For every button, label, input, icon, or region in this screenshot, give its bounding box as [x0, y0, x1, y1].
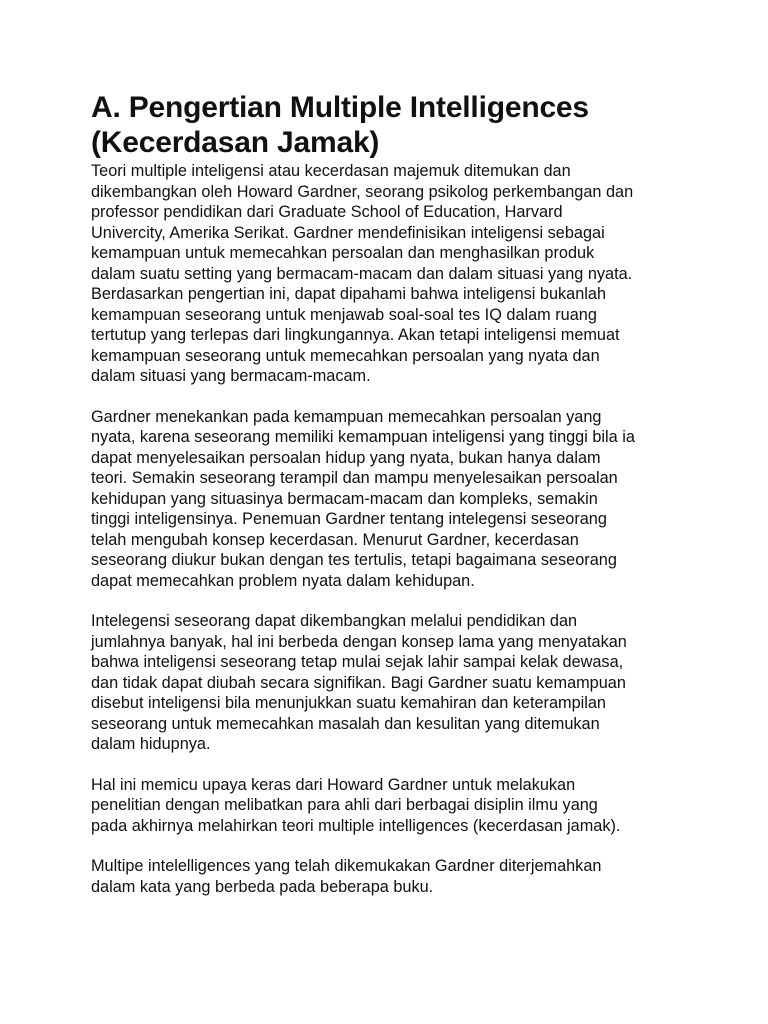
paragraph-line: Teori multiple inteligensi atau kecerdasan majemuk ditemukan dan — [91, 162, 571, 180]
paragraph-line: professor pendidikan dari Graduate School of Education, Harvard — [91, 203, 563, 221]
paragraph-line: Multipe intelelligences yang telah dikemukakan Gardner diterjemahkan — [91, 857, 602, 875]
paragraph-line: dalam kata yang berbeda pada beberapa buku. — [91, 877, 434, 896]
paragraph-line: dalam suatu setting yang bermacam-macam dan dalam situasi yang nyata. — [91, 264, 633, 283]
paragraph-line: disebut inteligensi bila menunjukkan suatu kemahiran dan keterampilan — [91, 694, 606, 712]
paragraph-line: Univercity, Amerika Serikat. Gardner mendefinisikan inteligensi sebagai — [91, 223, 605, 242]
paragraph-line: teori. Semakin seseorang terampil dan mampu menyelesaikan persoalan — [91, 469, 618, 487]
paragraph-line: pada akhirnya melahirkan teori multiple intelligences (kecerdasan jamak). — [91, 816, 621, 835]
paragraph-line: kemampuan seseorang untuk memecahkan persoalan yang nyata dan — [91, 346, 600, 365]
paragraph-line: seseorang diukur bukan dengan tes tertulis, tetapi bagaimana seseorang — [91, 551, 617, 569]
heading-line: A. Pengertian Multiple Intelligences — [91, 91, 589, 124]
paragraph-line: dapat menyelesaikan persoalan hidup yang nyata, bukan hanya dalam — [91, 448, 601, 467]
paragraph-line: Hal ini memicu upaya keras dari Howard Gardner untuk melakukan — [91, 775, 576, 794]
paragraph-line: tertutup yang terlepas dari lingkungannya. Akan tetapi inteligensi memuat — [91, 326, 620, 344]
body-paragraph — [91, 775, 691, 837]
paragraph-line: dalam hidupnya. — [91, 735, 211, 753]
paragraph-line: kehidupan yang situasinya bermacam-macam dan kompleks, semakin — [91, 489, 598, 508]
paragraph-line: nyata, karena seseorang memiliki kemampuan inteligensi yang tinggi bila ia — [91, 428, 635, 446]
body-paragraph — [91, 161, 691, 387]
paragraph-line: dan tidak dapat diubah secara signifikan. Bagi Gardner suatu kemampuan — [91, 673, 626, 692]
paragraph-line: telah mengubah konsep kecerdasan. Menurut Gardner, kecerdasan — [91, 530, 579, 549]
paragraph-line: kemampuan untuk memecahkan persoalan dan menghasilkan produk — [91, 244, 595, 262]
section-heading — [91, 90, 691, 160]
paragraph-line: tinggi inteligensinya. Penemuan Gardner tentang intelegensi seseorang — [91, 510, 607, 528]
paragraph-line: Intelegensi seseorang dapat dikembangkan melalui pendidikan dan — [91, 612, 578, 630]
body-paragraph — [91, 856, 691, 897]
paragraph-line: kemampuan seseorang untuk menjawab soal-soal tes IQ dalam ruang — [91, 305, 597, 324]
body-paragraph — [91, 611, 691, 755]
paragraph-line: bahwa inteligensi seseorang tetap mulai sejak lahir sampai kelak dewasa, — [91, 653, 624, 671]
heading-line: (Kecerdasan Jamak) — [91, 126, 380, 159]
paragraph-line: Berdasarkan pengertian ini, dapat dipahami bahwa inteligensi bukanlah — [91, 285, 607, 303]
document-page — [91, 90, 691, 897]
paragraph-line: jumlahnya banyak, hal ini berbeda dengan konsep lama yang menyatakan — [91, 632, 627, 651]
paragraph-line: dalam situasi yang bermacam-macam. — [91, 367, 371, 385]
paragraph-line: dikembangkan oleh Howard Gardner, seorang psikolog perkembangan dan — [91, 182, 634, 201]
paragraph-line: seseorang untuk memecahkan masalah dan kesulitan yang ditemukan — [91, 714, 600, 733]
paragraph-line: penelitian dengan melibatkan para ahli dari berbagai disiplin ilmu yang — [91, 796, 598, 814]
paragraph-line: Gardner menekankan pada kemampuan memecahkan persoalan yang — [91, 407, 602, 426]
body-paragraph — [91, 407, 691, 592]
paragraph-line: dapat memecahkan problem nyata dalam kehidupan. — [91, 571, 475, 590]
